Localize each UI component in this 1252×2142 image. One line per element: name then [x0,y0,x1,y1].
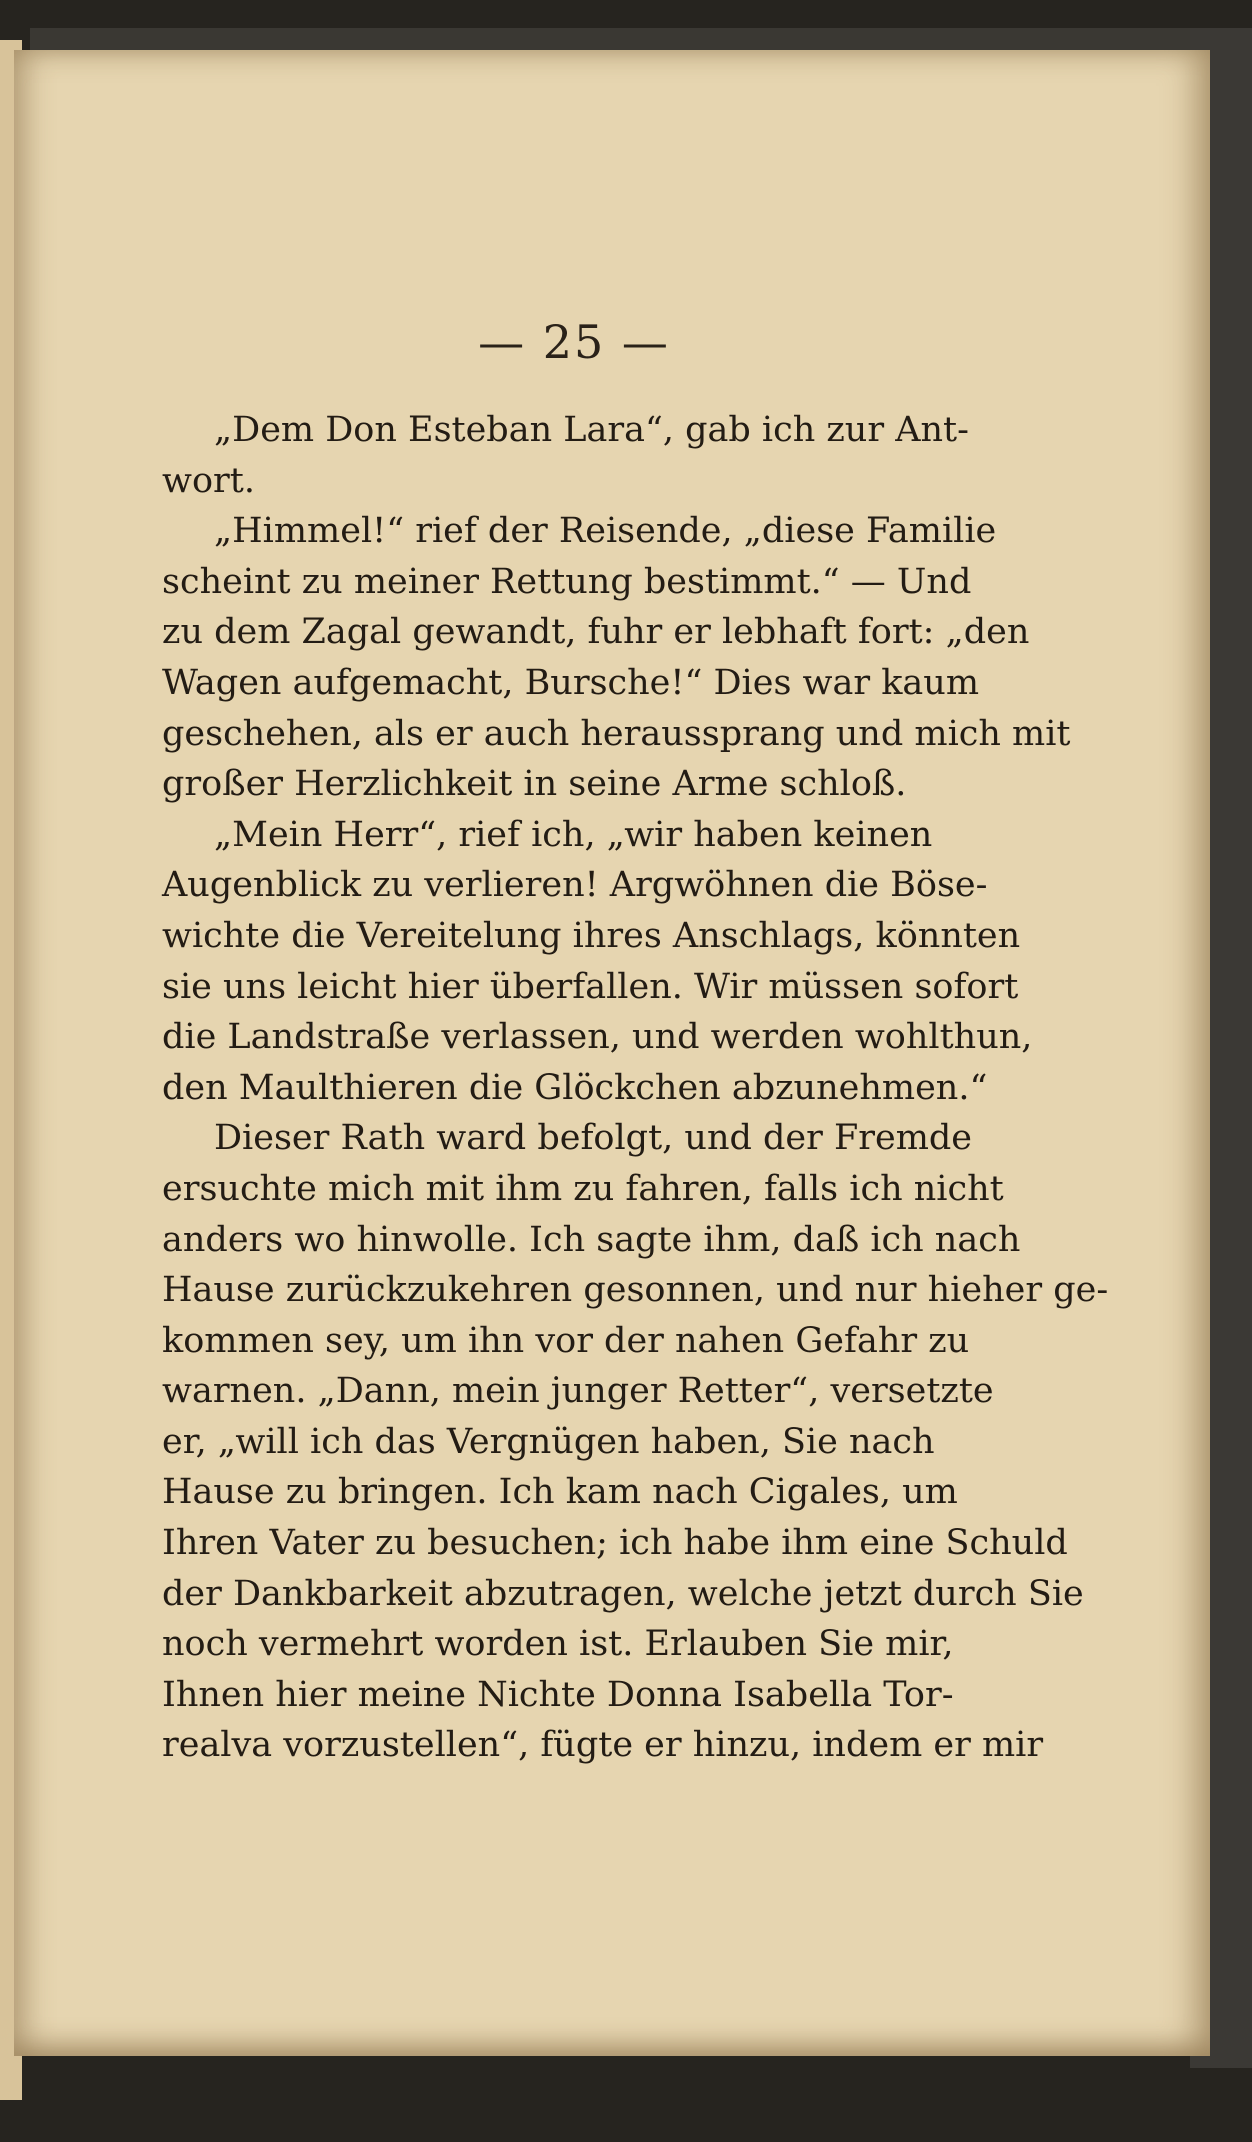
text-line: ersuchte mich mit ihm zu fahren, falls ich nicht [162,1168,1004,1209]
text-line: Hause zurückzukehren gesonnen, und nur hieher ge- [162,1270,1109,1311]
text-line: kommen sey, um ihn vor der nahen Gefahr zu [162,1320,970,1361]
text-line: großer Herzlichkeit in seine Arme schloß. [162,764,907,805]
text-line: „Dem Don Esteban Lara“, gab ich zur Ant- [214,410,969,450]
book-page [14,50,1210,2056]
text-line: realva vorzustellen“, fügte er hinzu, indem er mir [162,1725,1044,1766]
text-line: sie uns leicht hier überfallen. Wir müssen sofort [162,966,1019,1007]
text-line: den Maulthieren die Glöckchen abzunehmen.“ [162,1067,988,1108]
text-line: der Dankbarkeit abzutragen, welche jetzt durch Sie [162,1573,1084,1614]
text-line: wichte die Vereitelung ihres Anschlags, könnten [162,915,1021,956]
text-line: die Landstraße verlassen, und werden wohlthun, [162,1017,1033,1058]
text-line: Ihnen hier meine Nichte Donna Isabella Tor- [162,1674,954,1715]
text-line: Hause zu bringen. Ich kam nach Cigales, um [162,1472,958,1513]
text-line: anders wo hinwolle. Ich sagte ihm, daß ich nach [162,1219,1021,1260]
text-line: „Mein Herr“, rief ich, „wir haben keinen [214,814,933,855]
text-line: noch vermehrt worden ist. Erlauben Sie mir, [162,1624,954,1665]
text-line: Wagen aufgemacht, Bursche!“ Dies war kaum [162,662,980,703]
text-line: „Himmel!“ rief der Reisende, „diese Familie [214,511,997,552]
text-line: zu dem Zagal gewandt, fuhr er lebhaft fort: „den [162,612,1030,653]
text-line: warnen. „Dann, mein junger Retter“, versetzte [162,1371,994,1412]
text-line: Dieser Rath ward befolgt, und der Fremde [214,1118,973,1159]
page-number: — 25 — [478,315,670,369]
body-text [162,405,1109,1771]
text-line: geschehen, als er auch heraussprang und mich mit [162,713,1071,754]
text-line: wort. [162,460,255,501]
text-line: Augenblick zu verlieren! Argwöhnen die Böse- [162,865,988,906]
text-line: er, „will ich das Vergnügen haben, Sie nach [162,1421,935,1462]
text-line: scheint zu meiner Rettung bestimmt.“ — Und [162,561,972,602]
text-line: Ihren Vater zu besuchen; ich habe ihm eine Schuld [162,1523,1068,1564]
